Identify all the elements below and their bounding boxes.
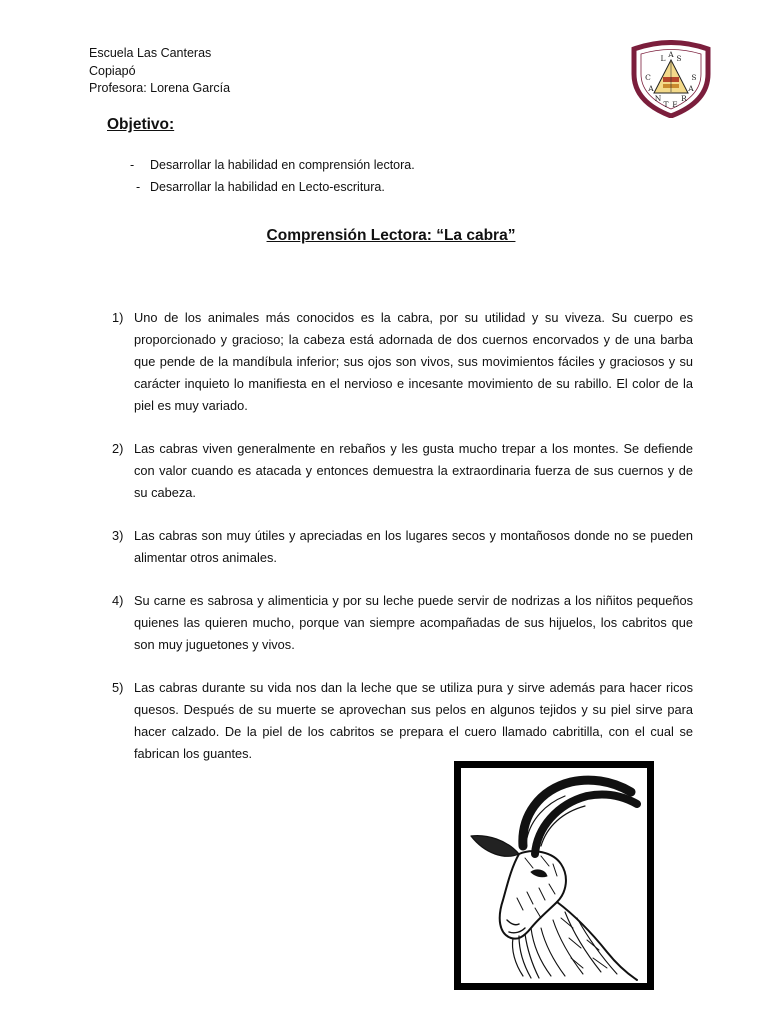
objective-bullet: - — [130, 158, 135, 172]
goat-head-icon — [461, 768, 647, 983]
school-name: Escuela Las Canteras — [89, 46, 212, 60]
paragraph-text: Uno de los animales más conocidos es la cabra, por su utilidad y su viveza. Su cuerpo es proporcionado y gracioso; la cabeza está adornada de dos cuernos encorvados y de una barba que pende de la mandíbula inferior; sus ojos son vivos, sus movimientos fáciles y graciosos y su carácter inquieto lo manifiesta en el nervioso e incesante movimiento de su rabillo. El color de la piel es muy variado. — [134, 310, 693, 413]
paragraph-number: 3) — [112, 528, 124, 543]
objective-item — [130, 154, 415, 176]
paragraph-number: 1) — [112, 310, 124, 325]
paragraph — [112, 525, 693, 569]
paragraph-number: 2) — [112, 441, 124, 456]
paragraph-number: 5) — [112, 680, 124, 695]
paragraph — [112, 590, 693, 656]
crest-letter: R — [681, 94, 687, 103]
crest-letter: A — [688, 84, 694, 93]
objective-text: Desarrollar la habilidad en comprensión lectora. — [150, 158, 415, 172]
school-city: Copiapó — [89, 63, 136, 78]
objective-list — [130, 154, 415, 198]
paragraph-text: Las cabras durante su vida nos dan la leche que se utiliza pura y sirve además para hacer ricos quesos. Después de su muerte se aprovechan sus pelos en algunos tejidos y su piel sirve para hacer calzado. De la piel de los cabritos se prepara el cuero llamado cabritilla, con el cual se fabrican los guantes. — [134, 680, 693, 761]
paragraph-text: Las cabras son muy útiles y apreciadas en los lugares secos y montañosos donde no se pueden alimentar otros animales. — [134, 528, 693, 565]
reading-paragraphs — [112, 307, 693, 786]
paragraph — [112, 438, 693, 504]
school-crest-icon — [630, 40, 712, 118]
objective-text: Desarrollar la habilidad en Lecto-escritura. — [150, 180, 385, 194]
paragraph-number: 4) — [112, 593, 124, 608]
crest-letter: L — [660, 54, 666, 63]
paragraph-text: Su carne es sabrosa y alimenticia y por su leche puede servir de nodrizas a los niñitos pequeños quienes las quieren mucho, porque van siempre acompañadas de sus hijuelos, los cabritos que son muy juguetones y vivos. — [134, 593, 693, 652]
paragraph-text: Las cabras viven generalmente en rebaños y les gusta mucho trepar a los montes. Se defiende con valor cuando es atacada y entonces demuestra la extraordinaria fuerza de sus cuernos y de su cabeza. — [134, 441, 693, 500]
objective-heading: Objetivo: — [107, 116, 175, 133]
objective-bullet: - — [136, 180, 141, 194]
crest-letter: A — [648, 84, 654, 93]
crest-letter: T — [663, 100, 669, 109]
crest-letter: N — [654, 94, 662, 103]
paragraph — [112, 677, 693, 765]
crest-letter: S — [691, 73, 697, 82]
teacher-name: Profesora: Lorena García — [89, 81, 231, 95]
school-header — [89, 45, 230, 98]
goat-illustration-frame — [454, 761, 654, 990]
crest-letter: C — [645, 73, 651, 82]
paragraph — [112, 307, 693, 417]
crest-letter: E — [672, 100, 678, 109]
crest-letter: S — [676, 54, 682, 63]
objective-item — [136, 176, 415, 198]
page-title: Comprensión Lectora: “La cabra” — [266, 227, 516, 244]
crest-letter: A — [668, 50, 674, 59]
